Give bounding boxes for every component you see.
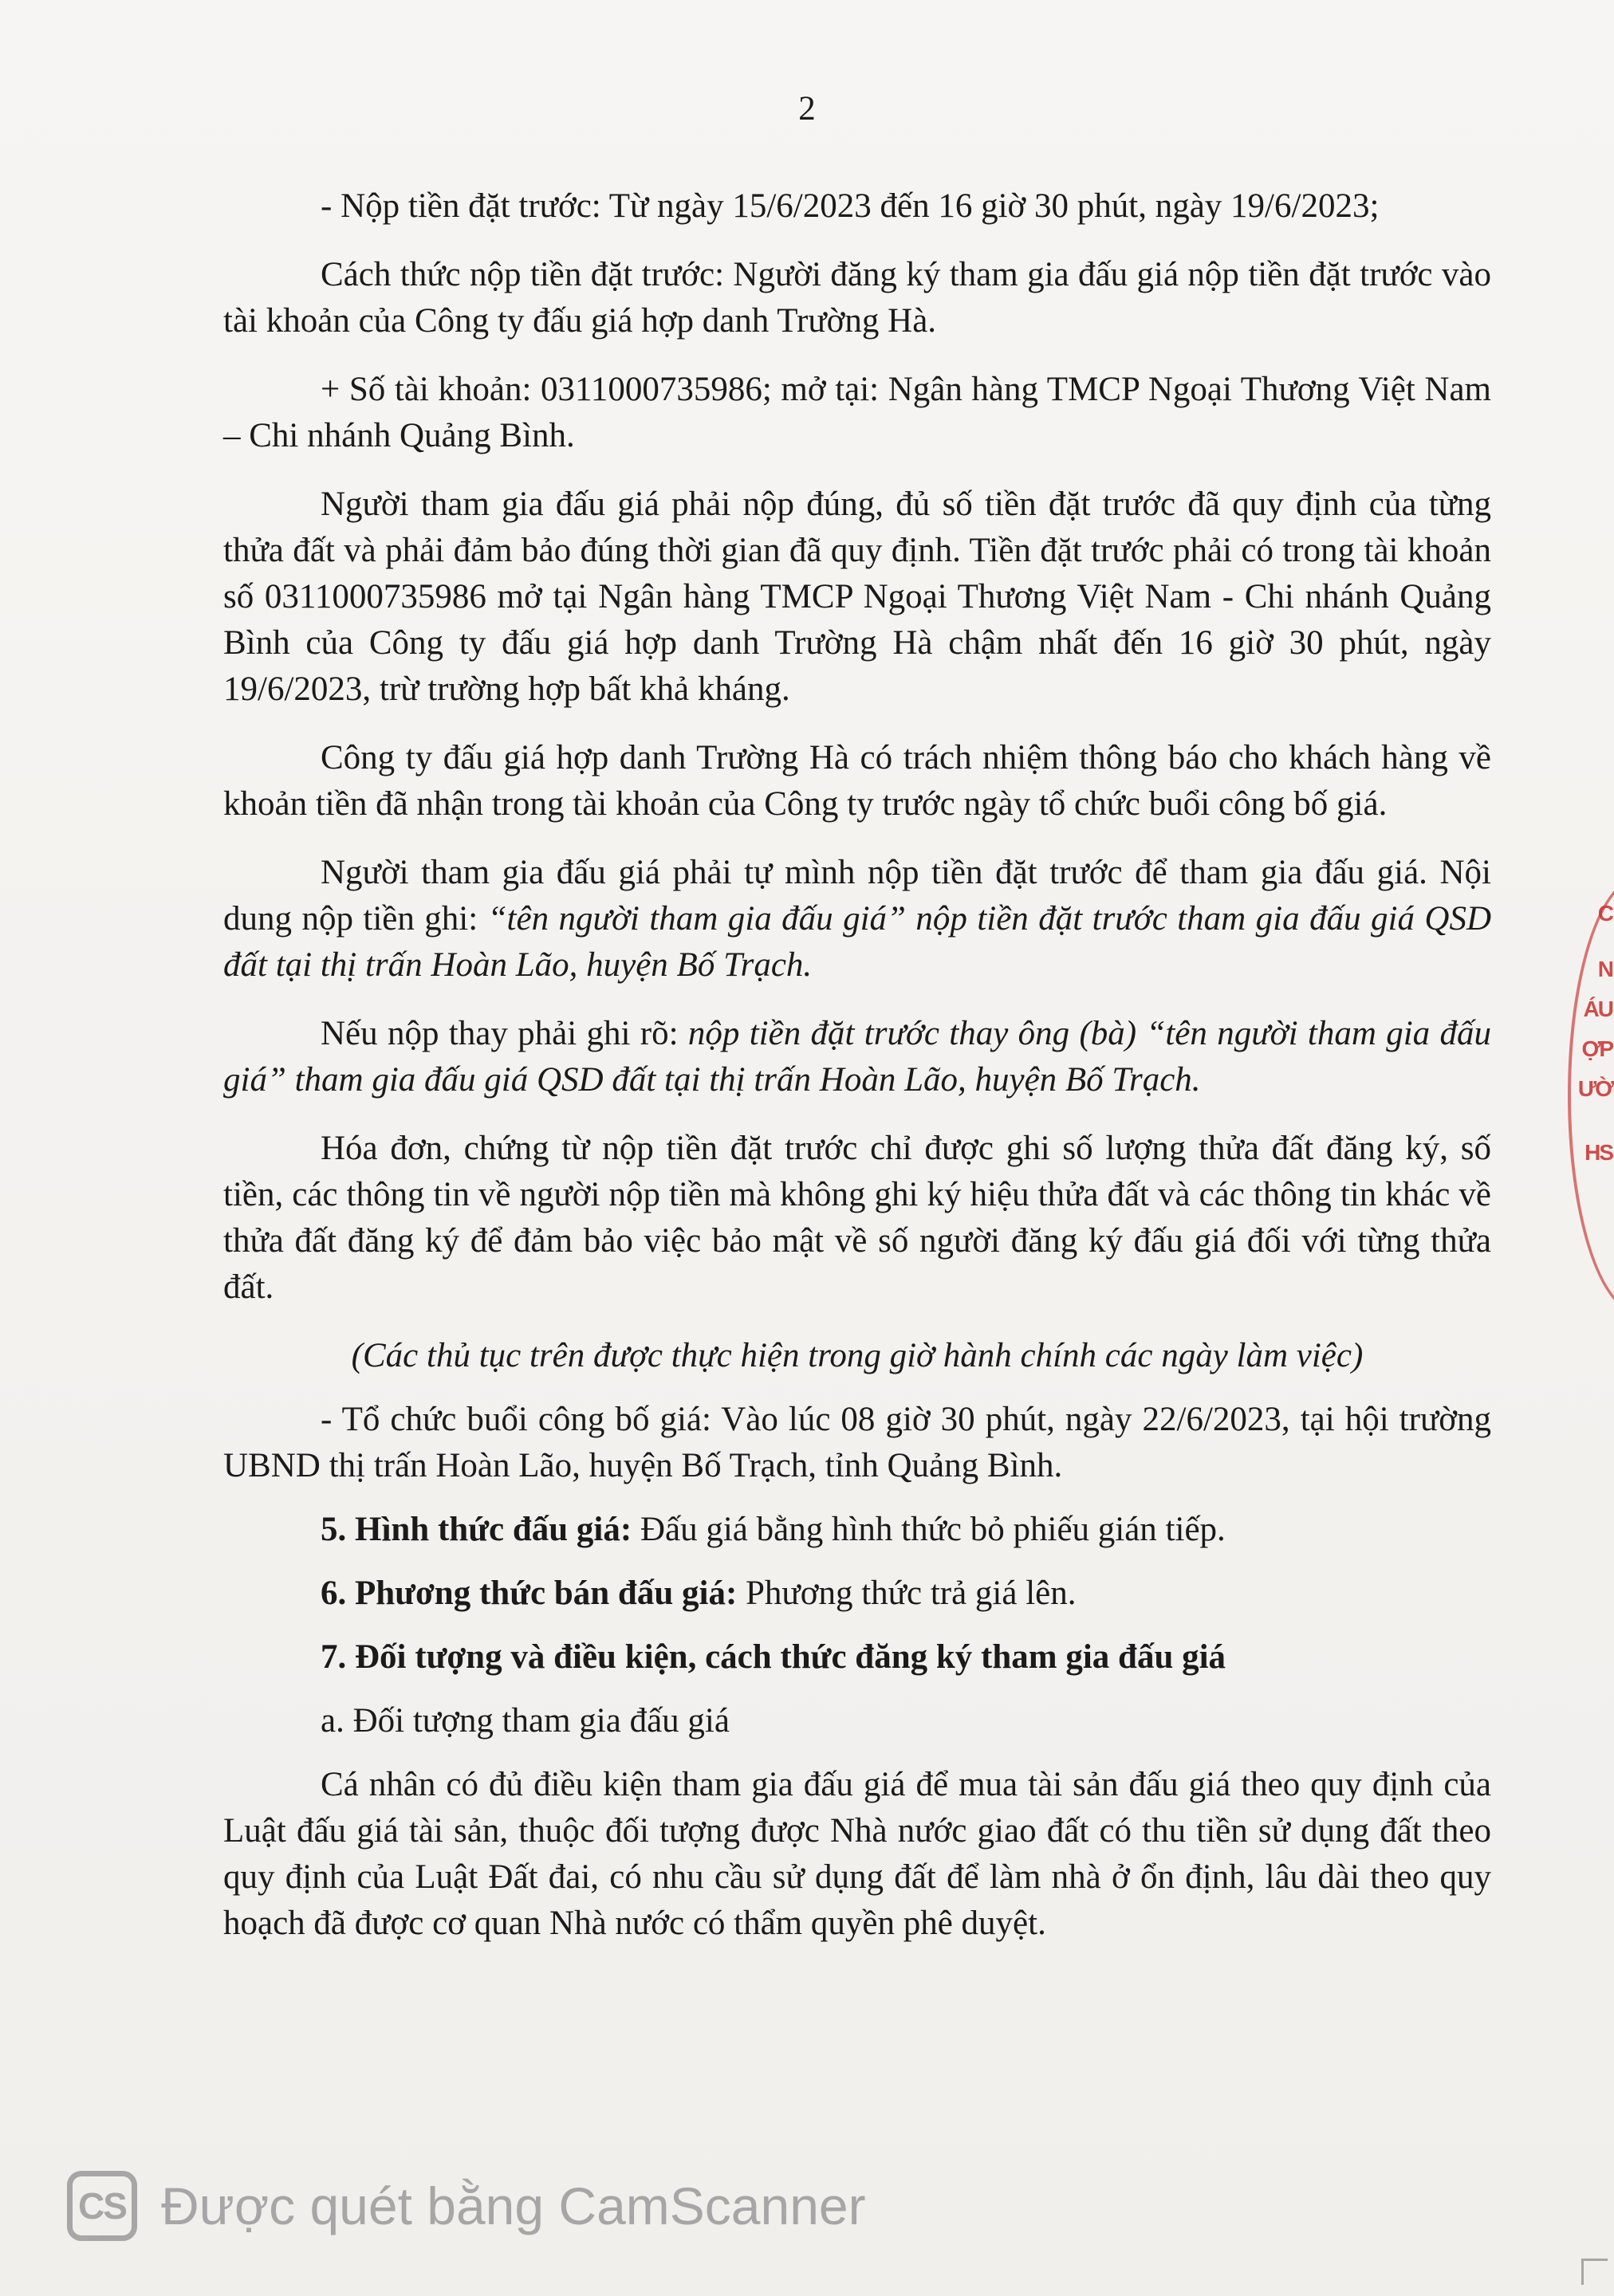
proxy-payment-text: Nếu nộp thay phải ghi rõ: <box>321 1015 688 1052</box>
paragraph-eligible-persons: Cá nhân có đủ điều kiện tham gia đấu giá để mua tài sản đấu giá theo quy định của Luật đấu giá tài sản, thuộc đối tượng được Nhà nước giao đất có thu tiền sử dụng đất theo quy định của Luật Đất đai, có nhu cầu sử dụng đất để làm nhà ở ổn định, lâu dài theo quy hoạch đã được cơ quan Nhà nước có thẩm quyền phê duyệt. <box>223 1766 1491 1942</box>
document-body <box>223 183 1491 1969</box>
stamp-text-3: ÁU <box>1583 997 1612 1021</box>
paragraph-deposit-rules: Người tham gia đấu giá phải nộp đúng, đủ số tiền đặt trước đã quy định của từng thửa đất và phải đảm bảo đúng thời gian đã quy định. Tiền đặt trước phải có trong tài khoản số 0311000735986 mở tại Ngân hàng TMCP Ngoại Thương Việt Nam - Chi nhánh Quảng Bình của Công ty đấu giá hợp danh Trường Hà chậm nhất đến 16 giờ 30 phút, ngày 19/6/2023, trừ trường hợp bất khả kháng. <box>223 486 1491 708</box>
section-6-label: 6. Phương thức bán đấu giá: <box>321 1575 738 1612</box>
section-6 <box>223 1571 1491 1617</box>
camscanner-text: Được quét bằng CamScanner <box>161 2176 866 2235</box>
section-5 <box>223 1507 1491 1553</box>
section-5-label: 5. Hình thức đấu giá: <box>321 1511 632 1548</box>
paragraph-deposit-time: - Nộp tiền đặt trước: Từ ngày 15/6/2023 đến 16 giờ 30 phút, ngày 19/6/2023; <box>321 187 1380 225</box>
paragraph-deposit-method: Cách thức nộp tiền đặt trước: Người đăng ký tham gia đấu giá nộp tiền đặt trước vào tài khoản của Công ty đấu giá hợp danh Trường Hà. <box>223 256 1491 340</box>
paragraph-invoice: Hóa đơn, chứng từ nộp tiền đặt trước chỉ được ghi số lượng thửa đất đăng ký, số tiền, các thông tin về người nộp tiền mà không ghi ký hiệu thửa đất và các thông tin khác về thửa đất đăng ký để đảm bảo việc bảo mật về số người đăng ký đấu giá đối với từng thửa đất. <box>223 1130 1491 1306</box>
page-number: 2 <box>798 90 816 128</box>
stamp-text-5: ƯỜ <box>1577 1076 1612 1101</box>
section-7-heading: 7. Đối tượng và điều kiện, cách thức đăng ký tham gia đấu giá <box>321 1638 1226 1676</box>
section-7a: a. Đối tượng tham gia đấu giá <box>321 1702 730 1740</box>
page-corner-mark <box>1581 2259 1608 2285</box>
proxy-payment-italic: nộp tiền đặt trước thay ông (bà) “tên người tham gia đấu giá” tham gia đấu giá QSD đất tại thị trấn Hoàn Lão, huyện Bố Trạch. <box>223 1015 1491 1099</box>
paragraph-payment-content <box>223 850 1491 989</box>
stamp-text-6: HS <box>1584 1140 1612 1165</box>
payment-content-italic: “tên người tham gia đấu giá” nộp tiền đặt trước tham gia đấu giá QSD đất tại thị trấn Hoàn Lão, huyện Bố Trạch. <box>223 900 1491 984</box>
section-5-text: Đấu giá bằng hình thức bỏ phiếu gián tiếp. <box>632 1511 1226 1548</box>
paragraph-proxy-payment <box>223 1011 1491 1103</box>
stamp-text-4: ỢP <box>1581 1036 1612 1061</box>
stamp-text-2: N <box>1597 957 1612 981</box>
note-working-hours: (Các thủ tục trên được thực hiện trong giờ hành chính các ngày làm việc) <box>351 1337 1364 1374</box>
paragraph-company-notice: Công ty đấu giá hợp danh Trường Hà có trách nhiệm thông báo cho khách hàng về khoản tiền đã nhận trong tài khoản của Công ty trước ngày tổ chức buổi công bố giá. <box>223 739 1491 823</box>
section-6-text: Phương thức trả giá lên. <box>737 1575 1077 1612</box>
camscanner-logo-icon: CS <box>67 2171 137 2241</box>
stamp-text-1: C <box>1597 901 1612 926</box>
paragraph-price-announcement: - Tổ chức buổi công bố giá: Vào lúc 08 giờ 30 phút, ngày 22/6/2023, tại hội trường UBND thị trấn Hoàn Lão, huyện Bố Trạch, tỉnh Quảng Bình. <box>223 1401 1491 1484</box>
red-stamp-fragment <box>1566 877 1614 1307</box>
camscanner-watermark <box>67 2170 866 2242</box>
paragraph-bank-account: + Số tài khoản: 0311000735986; mở tại: Ngân hàng TMCP Ngoại Thương Việt Nam – Chi nhánh Quảng Bình. <box>223 371 1491 454</box>
payment-content-text: Người tham gia đấu giá phải tự mình nộp tiền đặt trước để tham gia đấu giá. Nội dung nộp tiền ghi: <box>223 854 1491 938</box>
